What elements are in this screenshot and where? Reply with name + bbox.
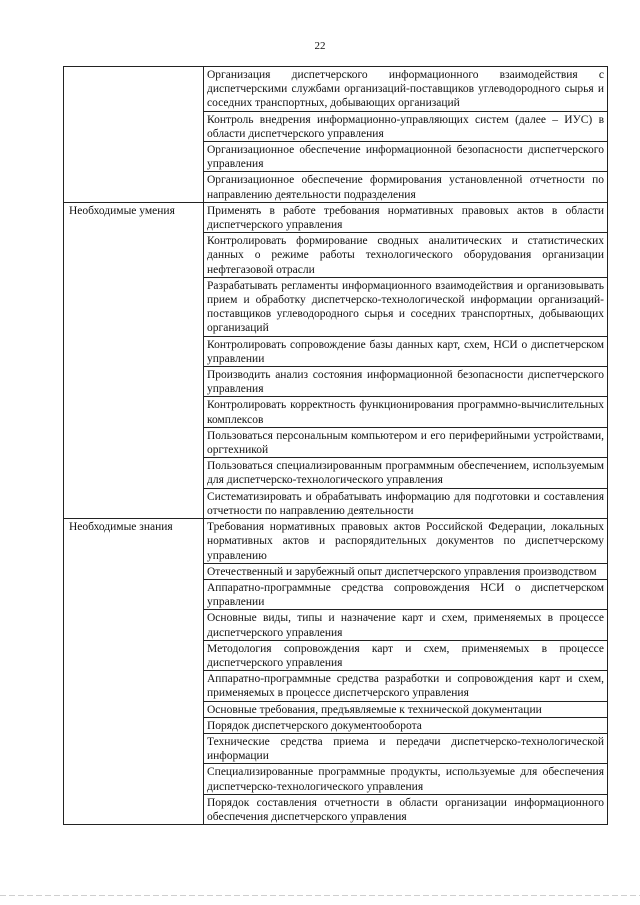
table-row <box>64 519 608 564</box>
requirement-item: Аппаратно-программные средства разработки и сопровождения карт и схем, применяемых в процессе диспетчерского управления <box>204 671 608 701</box>
requirement-item: Организация диспетчерского информационного взаимодействия с диспетчерскими службами организаций-поставщиков углеводородного сырья и соседних транспортных, добывающих организаций <box>204 67 608 112</box>
requirement-item: Технические средства приема и передачи диспетчерско-технологической информации <box>204 733 608 763</box>
requirement-item: Производить анализ состояния информационной безопасности диспетчерского управления <box>204 367 608 397</box>
requirement-item: Методология сопровождения карт и схем, применяемых в процессе диспетчерского управления <box>204 640 608 670</box>
requirement-item: Аппаратно-программные средства сопровождения НСИ о диспетчерском управлении <box>204 579 608 609</box>
page-number: 22 <box>314 40 326 52</box>
scan-edge-line <box>0 895 640 896</box>
requirement-item: Контроль внедрения информационно-управляющих систем (далее – ИУС) в области диспетчерского управления <box>204 111 608 141</box>
requirements-table <box>63 66 608 825</box>
requirement-item: Порядок диспетчерского документооборота <box>204 717 608 733</box>
requirement-item: Разрабатывать регламенты информационного взаимодействия и организовывать прием и обработку диспетчерско-технологической информации организаций-поставщиков углеводородного сырья и соседних транспортных, добывающих организаций <box>204 277 608 336</box>
requirement-item: Пользоваться специализированным программным обеспечением, используемым для диспетчерско-технологического управления <box>204 458 608 488</box>
requirement-item: Отечественный и зарубежный опыт диспетчерского управления производством <box>204 563 608 579</box>
requirement-item: Контролировать сопровождение базы данных карт, схем, НСИ о диспетчерском управлении <box>204 336 608 366</box>
requirements-table-body <box>64 67 608 825</box>
requirement-item: Специализированные программные продукты, используемые для обеспечения диспетчерско-технологического управления <box>204 764 608 794</box>
requirement-item: Контролировать корректность функционирования программно-вычислительных комплексов <box>204 397 608 427</box>
section-label: Необходимые знания <box>64 519 204 825</box>
requirement-item: Порядок составления отчетности в области организации информационного обеспечения диспетчерского управления <box>204 794 608 824</box>
requirement-item: Применять в работе требования нормативных правовых актов в области диспетчерского управления <box>204 202 608 232</box>
section-label <box>64 67 204 203</box>
requirement-item: Контролировать формирование сводных аналитических и статистических данных о режиме работы технологического оборудования организации нефтегазовой отрасли <box>204 233 608 278</box>
requirement-item: Систематизировать и обрабатывать информацию для подготовки и составления отчетности по направлению деятельности <box>204 488 608 518</box>
requirement-item: Основные требования, предъявляемые к технической документации <box>204 701 608 717</box>
requirement-item: Основные виды, типы и назначение карт и схем, применяемых в процессе диспетчерского управления <box>204 610 608 640</box>
requirement-item: Пользоваться персональным компьютером и его периферийными устройствами, оргтехникой <box>204 427 608 457</box>
section-label: Необходимые умения <box>64 202 204 518</box>
requirement-item: Организационное обеспечение информационной безопасности диспетчерского управления <box>204 142 608 172</box>
requirement-item: Организационное обеспечение формирования установленной отчетности по направлению деятельности подразделения <box>204 172 608 202</box>
requirement-item: Требования нормативных правовых актов Российской Федерации, локальных нормативных актов и распорядительных документов по диспетчерскому управлению <box>204 519 608 564</box>
table-row <box>64 67 608 112</box>
table-row <box>64 202 608 232</box>
